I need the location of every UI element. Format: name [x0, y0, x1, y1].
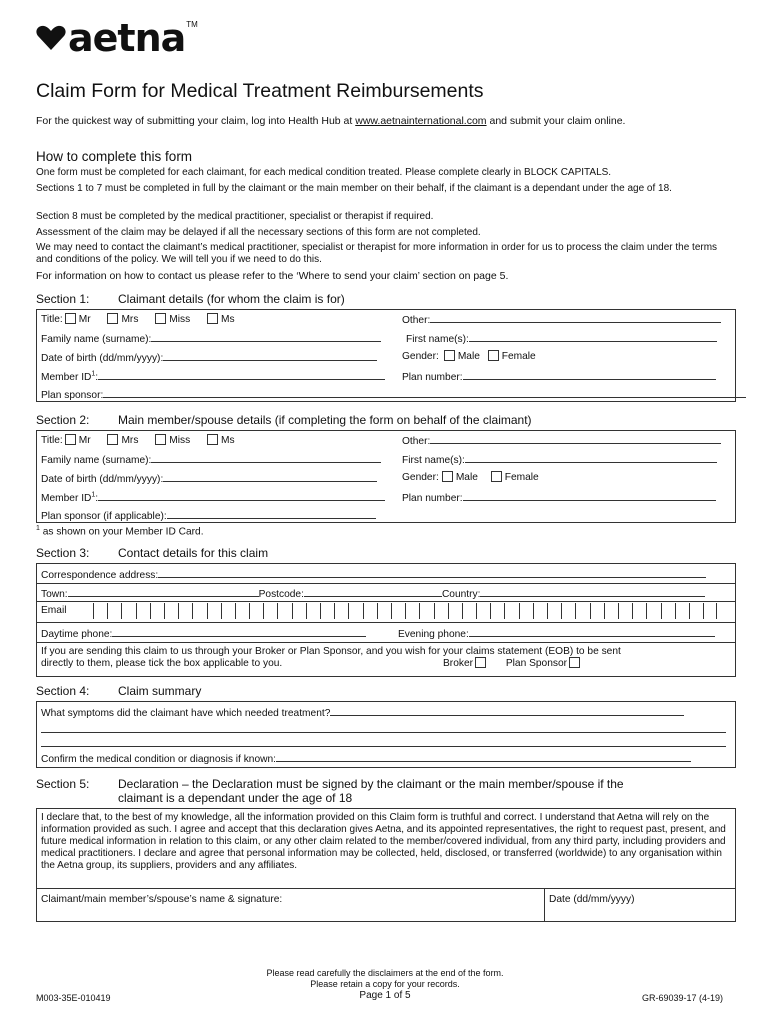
- section2-heading: Section 2: Main member/spouse details (if completing the form on behalf of the claimant): [36, 413, 532, 427]
- condition-field[interactable]: [276, 752, 691, 762]
- symptoms-line-2[interactable]: [41, 723, 726, 733]
- first-name-field[interactable]: [469, 332, 717, 342]
- how-heading: How to complete this form: [36, 149, 193, 164]
- email-row: Email: [37, 603, 735, 623]
- disclaimer-note: Please read carefully the disclaimers at the end of the form.: [266, 968, 504, 978]
- how-p2: Sections 1 to 7 must be completed in full by the claimant or the main member on their behalf, if the claimant is a dependant under the age of 18.: [36, 183, 672, 194]
- evening-phone-field[interactable]: [469, 627, 715, 637]
- retain-note: Please retain a copy for your records.: [310, 979, 460, 989]
- aetna-logo: [36, 18, 198, 58]
- brand-name: aetna: [68, 16, 186, 60]
- member-id-field[interactable]: [98, 370, 385, 380]
- section1-heading: Section 1: Claimant details (for whom the claim is for): [36, 292, 345, 306]
- trademark: TM: [186, 19, 198, 29]
- health-hub-link[interactable]: www.aetnainternational.com: [355, 115, 487, 127]
- dob-field[interactable]: [163, 351, 377, 361]
- town-field[interactable]: [68, 587, 259, 597]
- daytime-phone-field[interactable]: [112, 627, 366, 637]
- family-name-field[interactable]: [151, 453, 381, 463]
- broker-instructions: If you are sending this claim to us through your Broker or Plan Sponsor, and you wish for your claims statement (EOB) to be sent: [41, 646, 621, 657]
- symptoms-field[interactable]: [330, 706, 684, 716]
- section3-box: Correspondence address: Town: Postcode: Country: Email Daytime phone: Evening phone: If you are sending this claim to us through your Broker or Plan Sponsor, and you wish for your claims statement (EOB) to be sent directly to them, please tick the box applicable to you. Broker Plan Sponsor: [36, 563, 736, 677]
- section4-heading: Section 4: Claim summary: [36, 684, 202, 698]
- member-id-field[interactable]: [98, 491, 385, 501]
- dob-field[interactable]: [163, 472, 377, 482]
- section5-heading: Section 5: Declaration – the Declaration must be signed by the claimant or the main member/spouse if the claimant is a dependant under the age of 18: [36, 777, 624, 805]
- gr-code: GR-69039-17 (4-19): [642, 993, 724, 1003]
- female-checkbox[interactable]: [488, 350, 499, 361]
- how-p6: For information on how to contact us please refer to the ‘Where to send your claim’ section on page 5.: [36, 270, 509, 282]
- plan-sponsor-checkbox[interactable]: [569, 657, 580, 668]
- other-title-field[interactable]: [430, 434, 721, 444]
- miss-checkbox[interactable]: [155, 434, 166, 445]
- heart-icon: [36, 25, 66, 51]
- family-name-field[interactable]: [151, 332, 381, 342]
- plan-number-field[interactable]: [463, 370, 716, 380]
- page-number: Page 1 of 5: [359, 990, 411, 1001]
- ms-checkbox[interactable]: [207, 313, 218, 324]
- form-code: M003-35E-010419: [36, 993, 111, 1003]
- declaration-text: I declare that, to the best of my knowledge, all the information provided on this Claim form is truthful and correct. I understand that Aetna will rely on the information provided as such. I agree and accept that this declaration gives Aetna, and its appointed representatives, the right to request past, present, and future medical information in relation to this claim, or any other claim related to the member/covered individual, from any third party, including providers and medical practitioners. I declare and agree that personal information may be collected, held, disclosed, or transferred (worldwide) to any organisation within the Aetna group, its suppliers, providers and any affiliates.: [41, 812, 726, 871]
- broker-instructions-2: directly to them, please tick the box applicable to you.: [41, 658, 283, 669]
- broker-checkbox[interactable]: [475, 657, 486, 668]
- postcode-field[interactable]: [304, 587, 442, 597]
- first-name-field[interactable]: [465, 453, 717, 463]
- miss-checkbox[interactable]: [155, 313, 166, 324]
- section5-box: [36, 808, 736, 922]
- ms-checkbox[interactable]: [207, 434, 218, 445]
- email-field[interactable]: [93, 603, 717, 619]
- mr-checkbox[interactable]: [65, 434, 76, 445]
- country-field[interactable]: [480, 587, 705, 597]
- mr-checkbox[interactable]: [65, 313, 76, 324]
- how-p5: We may need to contact the claimant’s medical practitioner, specialist or therapist for more information in order for us to process the claim under the terms and conditions of the policy. We will tell you if we need to do this.: [36, 242, 718, 265]
- mrs-checkbox[interactable]: [107, 434, 118, 445]
- plan-sponsor-field[interactable]: [167, 509, 376, 519]
- name-signature-field[interactable]: Claimant/main member’s/spouse’s name & signature:: [41, 894, 283, 905]
- section1-box: Title: Mr Mrs Miss Ms Other: Family name (surname): First name(s): Date of birth (dd/mm/yyyy): Gender: Male Female Member $ID^1$: Plan number: Plan sponsor:: [36, 309, 736, 402]
- how-p3: Section 8 must be completed by the medical practitioner, specialist or therapist if required.: [36, 211, 434, 222]
- how-p1: One form must be completed for each claimant, for each medical condition treated. Please complete clearly in BLOCK CAPITALS.: [36, 167, 612, 178]
- symptoms-line-3[interactable]: [41, 737, 726, 747]
- plan-sponsor-field[interactable]: [103, 388, 746, 398]
- male-checkbox[interactable]: [442, 471, 453, 482]
- mrs-checkbox[interactable]: [107, 313, 118, 324]
- intro-text: For the quickest way of submitting your claim, log into Health Hub at www.aetnainternational.com and submit your claim online.: [36, 115, 626, 127]
- plan-number-field[interactable]: [463, 491, 716, 501]
- form-title: Claim Form for Medical Treatment Reimbursements: [36, 80, 484, 102]
- footnote: $^1$ as shown on your Member ID Card.: [36, 525, 204, 538]
- section2-box: Title: Mr Mrs Miss Ms Other: Family name (surname): First name(s): Date of birth (dd/mm/yyyy): Gender: Male Female Member $ID^1$: Plan number: Plan sponsor (if applicable):: [36, 430, 736, 523]
- how-p4: Assessment of the claim may be delayed if all the necessary sections of this form are not completed.: [36, 227, 481, 238]
- date-field[interactable]: Date (dd/mm/yyyy): [549, 894, 635, 905]
- male-checkbox[interactable]: [444, 350, 455, 361]
- address-field[interactable]: [158, 568, 706, 578]
- other-title-field[interactable]: [430, 313, 721, 323]
- female-checkbox[interactable]: [491, 471, 502, 482]
- section4-box: What symptoms did the claimant have which needed treatment? Confirm the medical condition or diagnosis if known:: [36, 701, 736, 768]
- section3-heading: Section 3: Contact details for this claim: [36, 546, 269, 560]
